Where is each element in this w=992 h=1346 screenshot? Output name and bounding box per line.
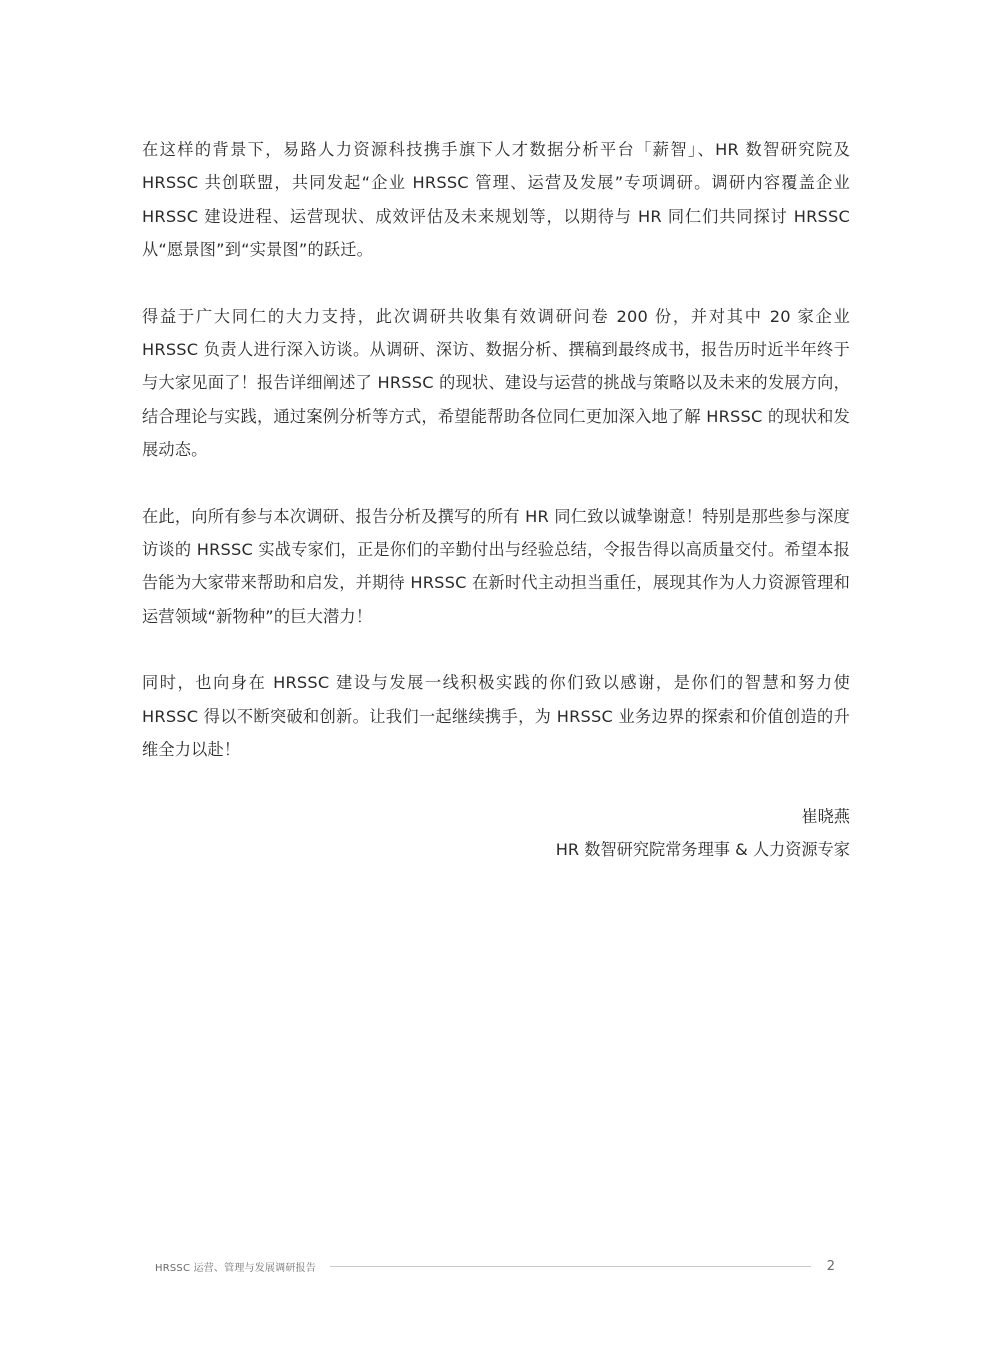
footer-report-title: HRSSC 运营、管理与发展调研报告 [155, 1262, 316, 1274]
page-number: 2 [826, 1258, 835, 1274]
signature-name: 崔晓燕 [801, 806, 850, 826]
paragraph-closing: 同时，也向身在 HRSSC 建设与发展一线积极实践的你们致以感谢，是你们的智慧和努力使 HRSSC 得以不断突破和创新。让我们一起继续携手，为 HRSSC 业务边界的探索和价值创造的升维全力以赴！ [142, 673, 850, 760]
paragraph-acknowledgement: 在此，向所有参与本次调研、报告分析及撰写的所有 HR 同仁致以诚挚谢意！特别是那些参与深度访谈的 HRSSC 实战专家们，正是你们的辛勤付出与经验总结，令报告得以高质量交付。希望本报告能为大家带来帮助和启发，并期待 HRSSC 在新时代主动担当重任，展现其作为人力资源管理和运营领域“新物种”的巨大潜力！ [142, 506, 850, 626]
document-body [142, 133, 850, 866]
signature-block [142, 800, 850, 867]
paragraph-background: 在这样的背景下，易路人力资源科技携手旗下人才数据分析平台「薪智」、HR 数智研究院及 HRSSC 共创联盟，共同发起“企业 HRSSC 管理、运营及发展”专项调研。调研内容覆盖企业 HRSSC 建设进程、运营现状、成效评估及未来规划等，以期待与 HR 同仁们共同探讨 HRSSC 从“愿景图”到“实景图”的跃迁。 [142, 140, 850, 260]
footer-divider [330, 1266, 811, 1267]
page-footer [155, 1256, 835, 1276]
signature-title: HR 数智研究院常务理事 & 人力资源专家 [555, 839, 850, 859]
paragraph-survey-results: 得益于广大同仁的大力支持，此次调研共收集有效调研问卷 200 份，并对其中 20 家企业 HRSSC 负责人进行深入访谈。从调研、深访、数据分析、撰稿到最终成书，报告历时近半年终于与大家见面了！报告详细阐述了 HRSSC 的现状、建设与运营的挑战与策略以及未来的发展方向，结合理论与实践，通过案例分析等方式，希望能帮助各位同仁更加深入地了解 HRSSC 的现状和发展动态。 [142, 306, 850, 460]
